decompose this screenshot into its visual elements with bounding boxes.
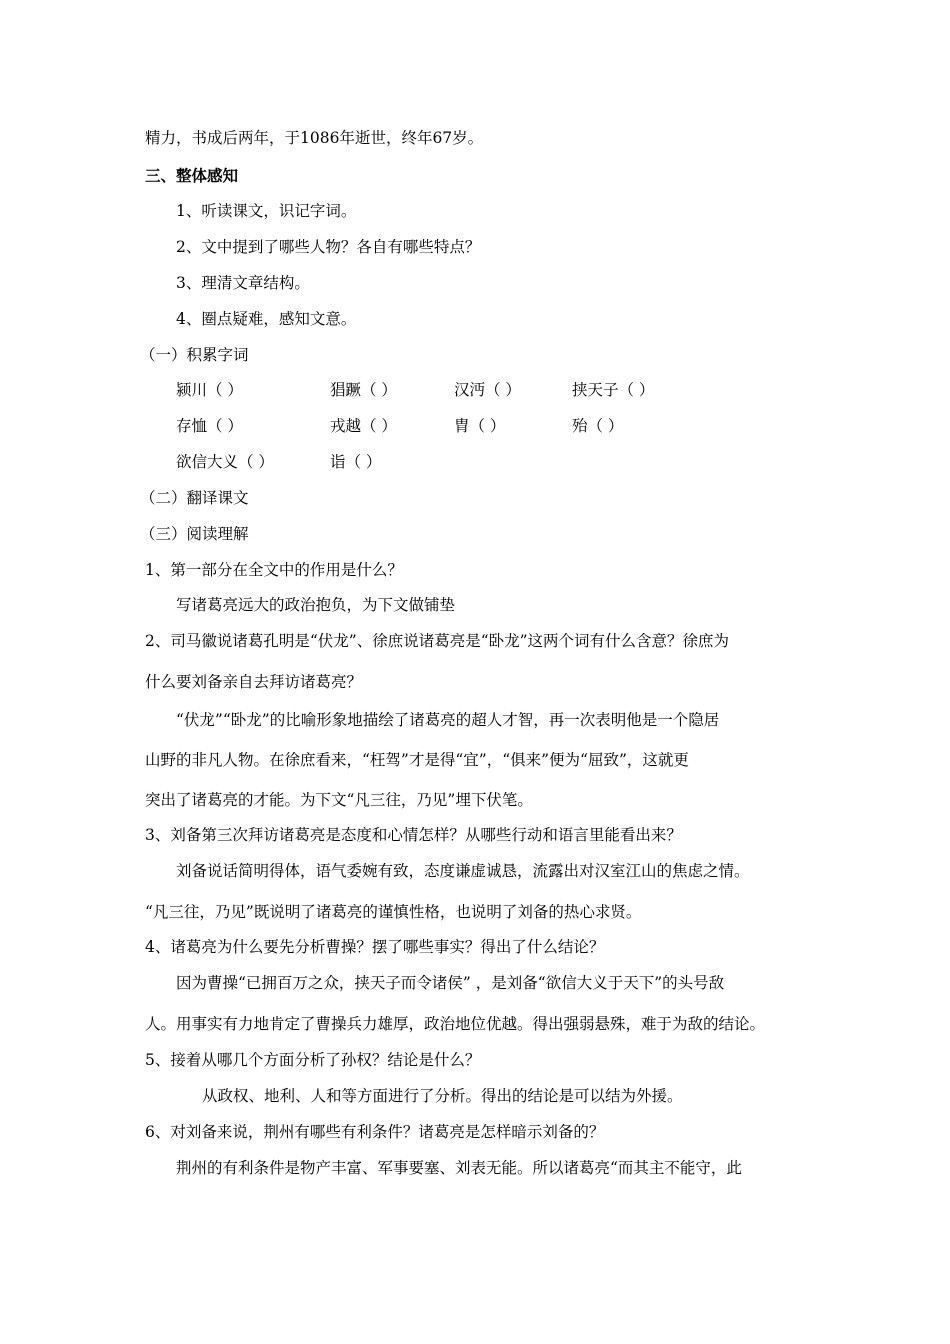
text-line: 什么要刘备亲自去拜访诸葛亮？ [145, 673, 363, 691]
vocab-item: 挟天子（ ） [572, 381, 655, 399]
text-line: （一）积累字词 [140, 346, 249, 364]
text-line: 因为曹操“已拥百万之众，挟天子而令诸侯” ，是刘备“欲信大义于天下”的头号敌 [176, 974, 725, 992]
text-line: （二）翻译课文 [140, 489, 249, 507]
vocab-row [176, 419, 950, 437]
text-line: 6、对刘备来说，荆州有哪些有利条件？诸葛亮是怎样暗示刘备的？ [145, 1123, 605, 1141]
text-line: 4、圈点疑难，感知文意。 [176, 310, 357, 328]
text-line: “伏龙”“卧龙”的比喻形象地描绘了诸葛亮的超人才智，再一次表明他是一个隐居 [176, 711, 720, 729]
text-line: “凡三往，乃见”既说明了诸葛亮的谨慎性格，也说明了刘备的热心求贤。 [145, 903, 642, 921]
vocab-item: 汉沔（ ） [454, 381, 521, 399]
vocab-row [176, 383, 950, 401]
text-line: （三）阅读理解 [140, 525, 249, 543]
vocab-item: 存恤（ ） [176, 417, 243, 435]
text-line: 2、文中提到了哪些人物？各自有哪些特点？ [176, 238, 481, 256]
text-line: 2、司马徽说诸葛孔明是“伏龙”、徐庶说诸葛亮是“卧龙”这两个词有什么含意？徐庶为 [145, 632, 730, 650]
text-line: 3、刘备第三次拜访诸葛亮是态度和心情怎样？从哪些行动和语言里能看出来？ [145, 826, 682, 844]
text-line: 山野的非凡人物。在徐庶看来，“枉驾”才是得“宜”，“俱来”便为“屈致”，这就更 [145, 751, 689, 769]
text-line: 从政权、地利、人和等方面进行了分析。得出的结论是可以结为外援。 [202, 1087, 683, 1105]
vocab-item: 戎越（ ） [330, 417, 397, 435]
vocab-item: 胄（ ） [454, 417, 506, 435]
text-line: 3、理清文章结构。 [176, 274, 310, 292]
text-line: 写诸葛亮远大的政治抱负，为下文做铺垫 [176, 596, 456, 614]
text-line: 5、接着从哪几个方面分析了孙权？结论是什么？ [145, 1051, 481, 1069]
vocab-item: 诣（ ） [330, 453, 382, 471]
text-line: 荆州的有利条件是物产丰富、军事要塞、刘表无能。所以诸葛亮“而其主不能守，此 [176, 1159, 742, 1177]
text-line: 4、诸葛亮为什么要先分析曹操？摆了哪些事实？得出了什么结论？ [145, 938, 605, 956]
vocab-item: 殆（ ） [572, 417, 624, 435]
text-line: 突出了诸葛亮的才能。为下文“凡三往，乃见”埋下伏笔。 [145, 791, 533, 809]
vocab-row [176, 455, 950, 473]
vocab-item: 欲信大义（ ） [176, 453, 274, 471]
vocab-item: 猖蹶（ ） [330, 381, 397, 399]
text-line: 1、第一部分在全文中的作用是什么？ [145, 561, 403, 579]
text-line: 1、听读课文，识记字词。 [176, 202, 357, 220]
text-line: 刘备说话简明得体，语气委婉有致，态度谦虚诚恳，流露出对汉室江山的焦虑之情。 [176, 862, 750, 880]
vocab-item: 颍川（ ） [176, 381, 243, 399]
text-line: 人。用事实有力地肯定了曹操兵力雄厚，政治地位优越。得出强弱悬殊，难于为敌的结论。 [145, 1015, 766, 1033]
text-line: 精力，书成后两年，于1086年逝世，终年67岁。 [145, 129, 484, 147]
section-heading: 三、整体感知 [145, 166, 239, 185]
